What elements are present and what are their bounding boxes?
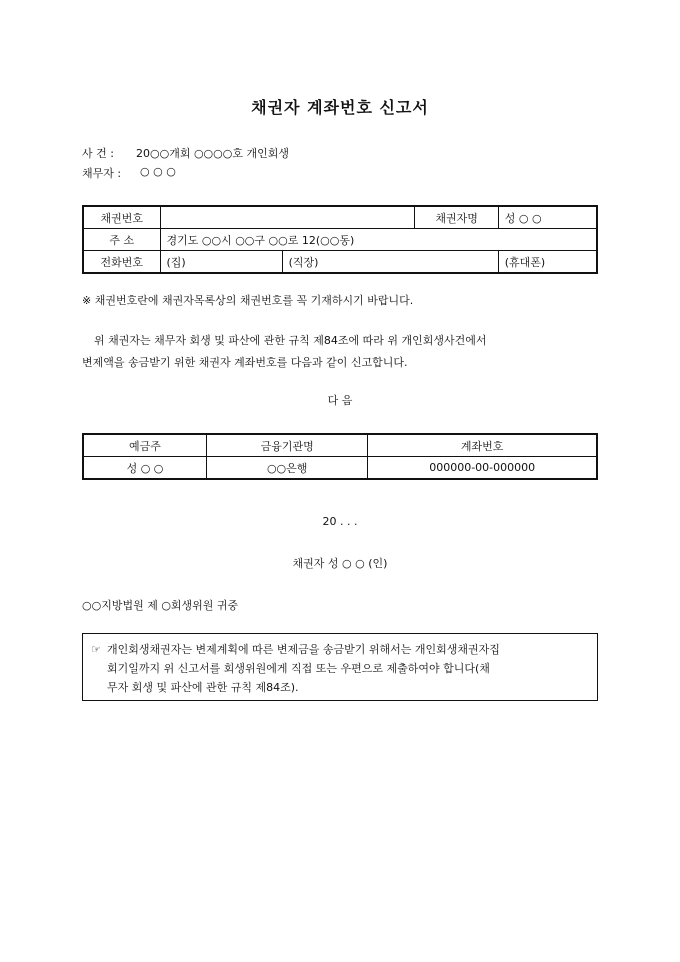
body-line-2: 변제액을 송금받기 위한 채권자 계좌번호를 다음과 같이 신고합니다.: [82, 356, 408, 369]
next-heading: 다 음: [327, 394, 353, 407]
body-line-1: 위 채권자는 채무자 회생 및 파산에 관한 규칙 제84조에 따라 위 개인회생사건에서: [94, 334, 487, 347]
debtor-label: 채무자 :: [82, 167, 122, 180]
creditor-name-label: 채권자명: [415, 206, 498, 229]
table-row: [83, 206, 597, 229]
address-label: 주 소: [83, 229, 160, 251]
table-row: [83, 229, 597, 251]
account-holder-value[interactable]: 성 ○ ○: [83, 457, 207, 480]
footnote-line-2: 회기일까지 위 신고서를 회생위원에게 직접 또는 우편으로 제출하여야 합니다(채: [107, 662, 490, 675]
creditor-name-value[interactable]: 성 ○ ○: [498, 206, 597, 229]
phone-label: 전화번호: [83, 251, 160, 274]
account-table: [82, 433, 598, 480]
signature-line: 채권자 성 ○ ○ (인): [292, 557, 388, 570]
notice-text: ※ 채권번호란에 채권자목록상의 채권번호를 꼭 기재하시기 바랍니다.: [82, 294, 414, 307]
case-label: 사 건 :: [82, 147, 114, 160]
account-number-value[interactable]: 000000-00-000000: [368, 457, 597, 480]
header-bank-name: 금융기관명: [207, 434, 368, 457]
creditor-no-label: 채권번호: [83, 206, 160, 229]
footnote-line-1: 개인회생채권자는 변제계획에 따른 변제금을 송금받기 위해서는 개인회생채권자집: [107, 643, 500, 656]
table-row: [83, 251, 597, 274]
bank-name-value[interactable]: ○○은행: [207, 457, 368, 480]
header-account-holder: 예금주: [83, 434, 207, 457]
footnote-box: [82, 633, 598, 701]
phone-home-field[interactable]: (집): [160, 251, 282, 274]
case-value: 20○○개회 ○○○○호 개인회생: [136, 147, 289, 160]
creditor-info-table: [82, 205, 598, 274]
recipient-line: ○○지방법원 제 ○회생위원 귀중: [82, 599, 239, 612]
creditor-no-field[interactable]: [160, 206, 415, 229]
table-row: [83, 434, 597, 457]
address-value[interactable]: 경기도 ○○시 ○○구 ○○로 12(○○동): [160, 229, 597, 251]
page-title: 채권자 계좌번호 신고서: [251, 98, 429, 117]
date-line: 20 . . .: [322, 515, 358, 528]
table-row: [83, 457, 597, 480]
pointing-hand-icon: ☞: [91, 643, 101, 656]
phone-work-field[interactable]: (직장): [282, 251, 498, 274]
phone-mobile-field[interactable]: (휴대폰): [498, 251, 597, 274]
footnote-line-3: 무자 회생 및 파산에 관한 규칙 제84조).: [107, 681, 299, 694]
header-account-number: 계좌번호: [368, 434, 597, 457]
debtor-value: ○ ○ ○: [140, 165, 176, 178]
